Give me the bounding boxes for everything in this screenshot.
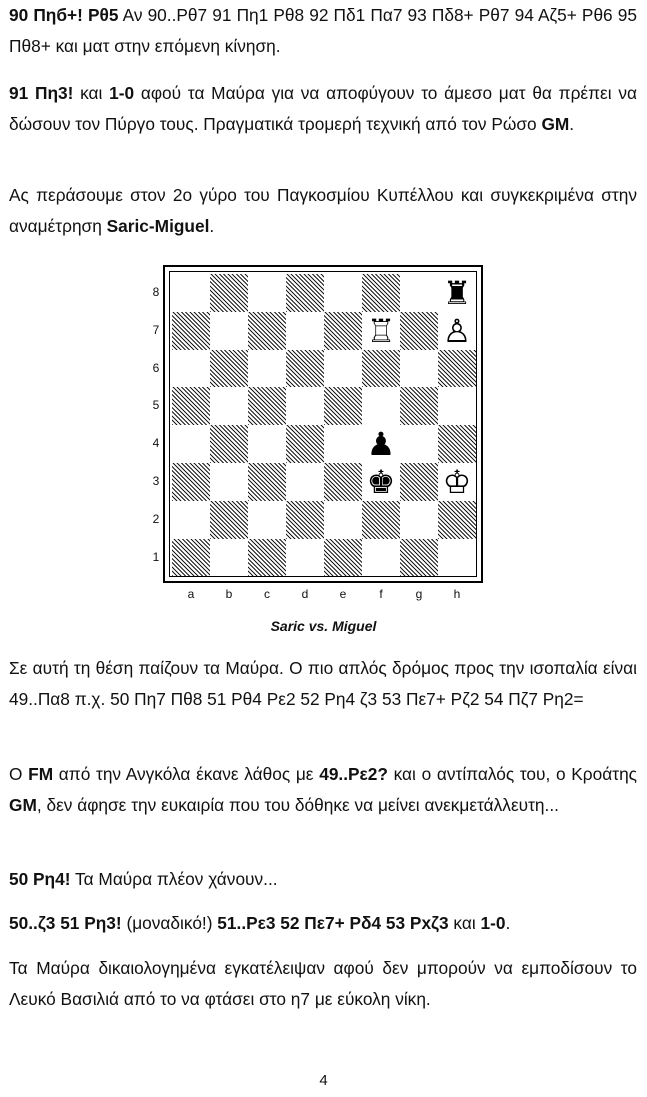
square-f2 [362, 501, 400, 539]
black-rook-icon: ♜ [438, 274, 476, 312]
square-c1 [248, 539, 286, 577]
move-bold: 90 Πηб+! Ρθ5 [9, 5, 119, 25]
move-text: αφού τα Μαύρα για να αποφύγουν το άμεσο ματ θα πρέπει να δώσουν τον Πύργο τους. Πραγματικά τρομερή τεχνική από τον Ρώσο [9, 83, 637, 134]
analysis-text: Σε αυτή τη θέση παίζουν τα Μαύρα. Ο πιο απλός δρόμος προς την ισοπαλία είναι 49..Πα8 π.χ. 50 Πη7 Πθ8 51 Ρθ4 Ρε2 52 Ρη4 ζ3 53 Πε7+ Ρζ2 54 Πζ7 Ρη2= [9, 658, 637, 709]
square-g2 [400, 501, 438, 539]
square-h2 [438, 501, 476, 539]
square-f1 [362, 539, 400, 577]
file-label: g [415, 587, 423, 601]
move-text: και [73, 83, 110, 103]
square-e4 [324, 425, 362, 463]
square-d6 [286, 350, 324, 388]
rank-label: 8 [152, 285, 160, 299]
square-a3 [172, 463, 210, 501]
square-a2 [172, 501, 210, 539]
square-f7 [362, 312, 400, 350]
square-b3 [210, 463, 248, 501]
rank-label: 1 [152, 549, 160, 564]
square-d7 [286, 312, 324, 350]
square-f8 [362, 274, 400, 312]
rank-label: 6 [152, 360, 160, 375]
square-c8 [248, 274, 286, 312]
square-d8 [286, 274, 324, 312]
square-g7 [400, 312, 438, 350]
paragraph-move-50-black [9, 908, 637, 939]
square-f6 [362, 350, 400, 388]
square-c5 [248, 387, 286, 425]
square-a8 [172, 274, 210, 312]
square-g6 [400, 350, 438, 388]
intro-text: . [209, 216, 215, 236]
board-frame [163, 265, 483, 583]
square-f5 [362, 387, 400, 425]
file-label: d [301, 587, 309, 601]
move-bold: 50 Ρη4! [9, 869, 71, 889]
text: Τα Μαύρα πλέον χάνουν... [70, 869, 278, 889]
result-bold: 1-0 [109, 83, 135, 103]
square-b4 [210, 425, 248, 463]
square-g4 [400, 425, 438, 463]
square-h8 [438, 274, 476, 312]
square-e2 [324, 501, 362, 539]
square-c7 [248, 312, 286, 350]
paragraph-intro-game [9, 180, 637, 242]
file-label: c [264, 587, 270, 601]
rank-label: 7 [152, 322, 160, 337]
square-e5 [324, 387, 362, 425]
rank-label: 2 [152, 511, 160, 526]
move-bold: 51..Ρε3 52 Πε7+ Ρδ4 53 Ρxζ3 [217, 913, 449, 933]
move-text: . [569, 114, 575, 134]
square-e3 [324, 463, 362, 501]
square-d3 [286, 463, 324, 501]
text: , δεν άφησε την ευκαιρία που του δόθηκε να μείνει ανεκμετάλλευτη... [36, 795, 559, 815]
square-h5 [438, 387, 476, 425]
result-bold: 1-0 [480, 913, 506, 933]
square-g1 [400, 539, 438, 577]
file-label: b [225, 587, 233, 601]
text: και ο αντίπαλός του, ο Κροάτης [387, 764, 638, 784]
square-g3 [400, 463, 438, 501]
square-b6 [210, 350, 248, 388]
square-a1 [172, 539, 210, 577]
square-d1 [286, 539, 324, 577]
rank-label: 4 [152, 436, 160, 451]
square-h7 [438, 312, 476, 350]
square-a6 [172, 350, 210, 388]
chess-diagram [150, 265, 495, 605]
square-c2 [248, 501, 286, 539]
black-king-icon: ♚ [362, 463, 400, 501]
square-d4 [286, 425, 324, 463]
paragraph-mistake [9, 759, 637, 821]
title-bold: GM [541, 114, 570, 134]
file-label: e [339, 587, 347, 601]
square-e1 [324, 539, 362, 577]
rank-label: 3 [152, 474, 160, 488]
title-bold: GM [9, 795, 37, 815]
square-g8 [400, 274, 438, 312]
white-rook-icon: ♖ [362, 312, 400, 350]
black-pawn-icon: ♟ [362, 425, 400, 463]
paragraph-move-50 [9, 864, 637, 895]
square-c6 [248, 350, 286, 388]
square-h6 [438, 350, 476, 388]
square-b8 [210, 274, 248, 312]
square-a5 [172, 387, 210, 425]
paragraph-position-analysis [9, 653, 637, 715]
rank-label: 5 [152, 398, 160, 413]
move-bold: 49..Ρε2? [319, 764, 388, 784]
square-c3 [248, 463, 286, 501]
square-h4 [438, 425, 476, 463]
square-f3 [362, 463, 400, 501]
square-g5 [400, 387, 438, 425]
move-bold: 91 Πη3! [9, 83, 74, 103]
square-a7 [172, 312, 210, 350]
move-bold: 50..ζ3 51 Ρη3! [9, 913, 122, 933]
paragraph-conclusion [9, 953, 637, 1015]
file-label: h [453, 587, 461, 601]
conclusion-text: Τα Μαύρα δικαιολογημένα εγκατέλειψαν αφού δεν μπορούν να εμποδίσουν το Λευκό Βασιλιά από το να φτάσει στο η7 με εύκολη νίκη. [9, 958, 637, 1009]
file-label: f [379, 587, 383, 601]
text: και [448, 913, 481, 933]
chess-board [172, 274, 476, 576]
square-e7 [324, 312, 362, 350]
game-name-bold: Saric-Miguel [106, 216, 210, 236]
text: Ο [9, 764, 29, 784]
page-number: 4 [319, 1072, 328, 1089]
square-b1 [210, 539, 248, 577]
text: . [505, 913, 511, 933]
file-label: a [187, 587, 195, 601]
square-h3 [438, 463, 476, 501]
text: από την Ανγκόλα έκανε λάθος με [53, 764, 320, 784]
square-d5 [286, 387, 324, 425]
square-b5 [210, 387, 248, 425]
square-d2 [286, 501, 324, 539]
square-e8 [324, 274, 362, 312]
square-h1 [438, 539, 476, 577]
move-text: Αν 90..Ρθ7 91 Πη1 Ρθ8 92 Πδ1 Πα7 93 Πδ8+ Ρθ7 94 Αζ5+ Ρθ6 95 Πθ8+ και ματ στην επόμενη κίνηση. [9, 5, 637, 56]
square-b2 [210, 501, 248, 539]
white-king-icon: ♔ [438, 463, 476, 501]
square-b7 [210, 312, 248, 350]
paragraph-move-90 [9, 0, 637, 62]
text: (μοναδικό!) [121, 913, 218, 933]
intro-text: Ας περάσουμε στον 2ο γύρο του Παγκοσμίου Κυπέλλου και συγκεκριμένα στην αναμέτρηση [9, 185, 637, 236]
square-c4 [248, 425, 286, 463]
square-f4 [362, 425, 400, 463]
square-a4 [172, 425, 210, 463]
white-pawn-icon: ♙ [438, 312, 476, 350]
square-e6 [324, 350, 362, 388]
diagram-caption: Saric vs. Miguel [270, 618, 377, 634]
paragraph-move-91 [9, 78, 637, 140]
title-bold: FM [28, 764, 54, 784]
board-inner-frame [169, 271, 477, 577]
